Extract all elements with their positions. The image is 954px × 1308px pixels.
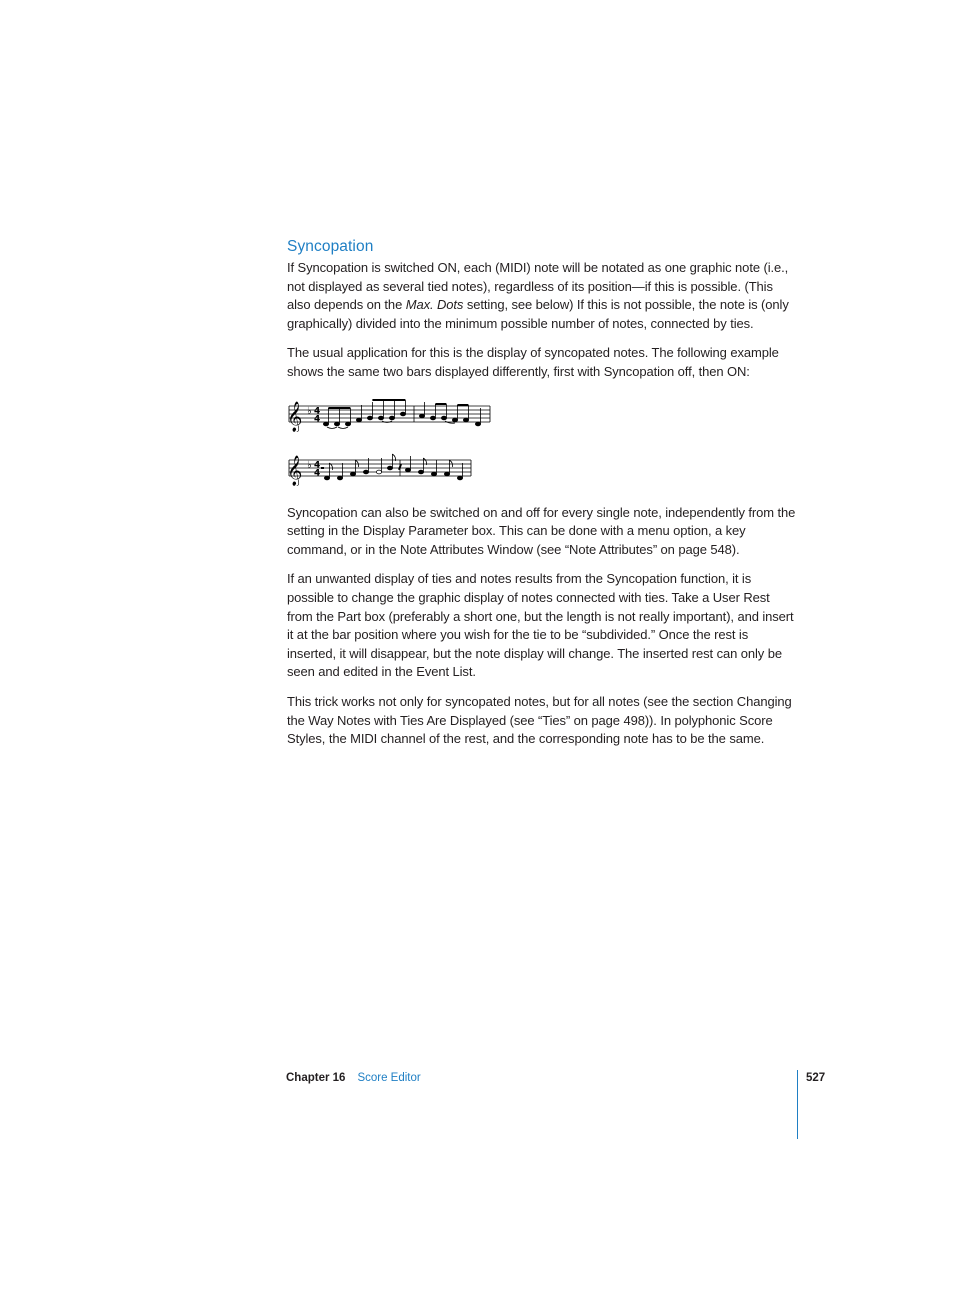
p1-text-b: setting, see below) If this is not possible, the note is (only graphically) divided into the minimum possible number of notes, connected by ties. xyxy=(287,297,789,331)
page-number: 527 xyxy=(806,1072,826,1084)
score-example-syncopation-off xyxy=(287,396,497,432)
time-sig-bottom: 4 xyxy=(314,414,321,425)
paragraph-3: Syncopation can also be switched on and off for every single note, independently from the setting in the Display Parameter box. This can be done with a menu option, a key command, or in the Note Attributes Window (see “Note Attributes” on page 548). xyxy=(287,504,796,557)
treble-clef-icon-2: 𝄞 xyxy=(287,455,303,486)
flat-icon: ♭ xyxy=(307,405,312,417)
footer-chapter xyxy=(286,1070,421,1086)
score-example-syncopation-on xyxy=(287,450,477,486)
time-sig-top: 4 xyxy=(314,406,321,417)
p1-text-a: If Syncopation is switched ON, each (MIDI) note will be notated as one graphic note (i.e., not displayed as several tied notes), regardless of its position—if this is possible. (This also depends on the xyxy=(287,260,789,313)
section-heading: Syncopation xyxy=(287,238,374,255)
treble-clef-icon: 𝄞 xyxy=(287,401,303,432)
footer-chapter-title[interactable]: Score Editor xyxy=(357,1072,421,1084)
p1-emphasis: Max. Dots xyxy=(405,297,464,313)
paragraph-4: If an unwanted display of ties and notes results from the Syncopation function, it is possible to change the graphic display of notes connected with ties. Take a User Rest from the Part box (preferably a short one, but the length is not really important), and insert it at the bar position where you wish for the tie to be “subdivided.” Once the rest is inserted, it will disappear, but the note display will change. The inserted rest can only be seen and edited in the Event List. xyxy=(287,571,794,680)
footer-chapter-number: Chapter 16 xyxy=(286,1072,346,1084)
paragraph-1 xyxy=(287,259,797,333)
footer-divider xyxy=(797,1070,798,1139)
time-sig-top-2: 4 xyxy=(314,460,321,471)
time-sig-bottom-2: 4 xyxy=(314,468,321,479)
page-content xyxy=(287,236,797,760)
paragraph-5: This trick works not only for syncopated notes, but for all notes (see the section Changing the Way Notes with Ties Are Displayed (see “Ties” on page 498)). In polyphonic Score Styles, the MIDI channel of the rest, and the corresponding note has to be the same. xyxy=(287,693,792,747)
paragraph-2: The usual application for this is the display of syncopated notes. The following example shows the same two bars displayed differently, first with Syncopation off, then ON: xyxy=(287,345,779,379)
flat-icon-2: ♭ xyxy=(307,459,312,471)
